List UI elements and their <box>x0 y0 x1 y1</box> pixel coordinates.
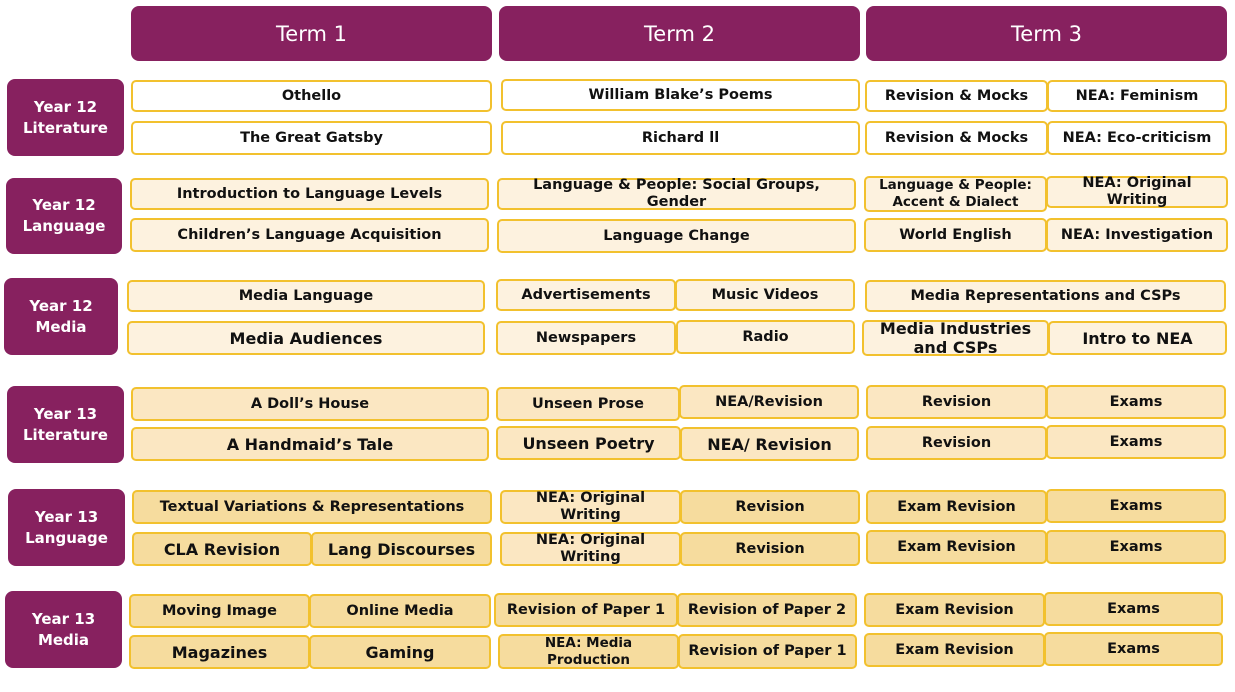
topic-cell: Newspapers <box>496 321 676 355</box>
row-label: Year 13 Media <box>5 591 122 668</box>
topic-cell: Exam Revision <box>864 593 1045 627</box>
topic-cell: Revision of Paper 1 <box>494 593 678 627</box>
topic-cell: Language & People: Accent & Dialect <box>864 176 1047 212</box>
topic-cell: NEA/Revision <box>679 385 859 419</box>
topic-cell: Exams <box>1044 592 1223 626</box>
topic-cell: Unseen Poetry <box>496 426 681 460</box>
topic-cell: Exams <box>1046 489 1226 523</box>
topic-cell: A Doll’s House <box>131 387 489 421</box>
topic-cell: Moving Image <box>129 594 310 628</box>
topic-cell: Revision <box>680 532 860 566</box>
topic-cell: Language & People: Social Groups, Gender <box>497 178 856 210</box>
term-3-header: Term 3 <box>866 6 1227 61</box>
topic-cell: Intro to NEA <box>1048 321 1227 355</box>
topic-cell: Magazines <box>129 635 310 669</box>
topic-cell: A Handmaid’s Tale <box>131 427 489 461</box>
topic-cell: NEA: Original Writing <box>500 490 681 524</box>
topic-cell: Media Audiences <box>127 321 485 355</box>
topic-cell: Lang Discourses <box>311 532 492 566</box>
row-label: Year 12 Media <box>4 278 118 355</box>
row-label: Year 12 Language <box>6 178 122 254</box>
topic-cell: Unseen Prose <box>496 387 680 421</box>
topic-cell: World English <box>864 218 1047 252</box>
topic-cell: NEA: Original Writing <box>1046 176 1228 208</box>
topic-cell: Exams <box>1046 530 1226 564</box>
topic-cell: Exams <box>1046 385 1226 419</box>
topic-cell: The Great Gatsby <box>131 121 492 155</box>
topic-cell: Radio <box>676 320 855 354</box>
topic-cell: Advertisements <box>496 279 676 311</box>
topic-cell: Media Language <box>127 280 485 312</box>
topic-cell: Language Change <box>497 219 856 253</box>
topic-cell: Exams <box>1046 425 1226 459</box>
row-label: Year 13 Literature <box>7 386 124 463</box>
topic-cell: Introduction to Language Levels <box>130 178 489 210</box>
topic-cell: Textual Variations & Representations <box>132 490 492 524</box>
topic-cell: Children’s Language Acquisition <box>130 218 489 252</box>
topic-cell: Exam Revision <box>866 530 1047 564</box>
topic-cell: Exams <box>1044 632 1223 666</box>
topic-cell: NEA: Feminism <box>1047 80 1227 112</box>
topic-cell: Media Industries and CSPs <box>862 320 1049 356</box>
topic-cell: NEA: Media Production <box>498 634 679 669</box>
topic-cell: Revision <box>866 385 1047 419</box>
topic-cell: NEA: Original Writing <box>500 532 681 566</box>
topic-cell: Richard ll <box>501 121 860 155</box>
topic-cell: Revision & Mocks <box>865 80 1048 112</box>
topic-cell: CLA Revision <box>132 532 312 566</box>
topic-cell: NEA: Investigation <box>1046 218 1228 252</box>
term-2-header: Term 2 <box>499 6 860 61</box>
row-label: Year 13 Language <box>8 489 125 566</box>
topic-cell: Exam Revision <box>864 633 1045 667</box>
topic-cell: Gaming <box>309 635 491 669</box>
topic-cell: NEA/ Revision <box>680 427 859 461</box>
topic-cell: Exam Revision <box>866 490 1047 524</box>
topic-cell: Revision <box>680 490 860 524</box>
topic-cell: Othello <box>131 80 492 112</box>
term-1-header: Term 1 <box>131 6 492 61</box>
topic-cell: Revision <box>866 426 1047 460</box>
topic-cell: Online Media <box>309 594 491 628</box>
topic-cell: Revision & Mocks <box>865 121 1048 155</box>
topic-cell: William Blake’s Poems <box>501 79 860 111</box>
topic-cell: NEA: Eco-criticism <box>1047 121 1227 155</box>
topic-cell: Revision of Paper 2 <box>677 593 857 627</box>
row-label: Year 12 Literature <box>7 79 124 156</box>
topic-cell: Media Representations and CSPs <box>865 280 1226 312</box>
topic-cell: Music Videos <box>675 279 855 311</box>
topic-cell: Revision of Paper 1 <box>678 634 857 669</box>
